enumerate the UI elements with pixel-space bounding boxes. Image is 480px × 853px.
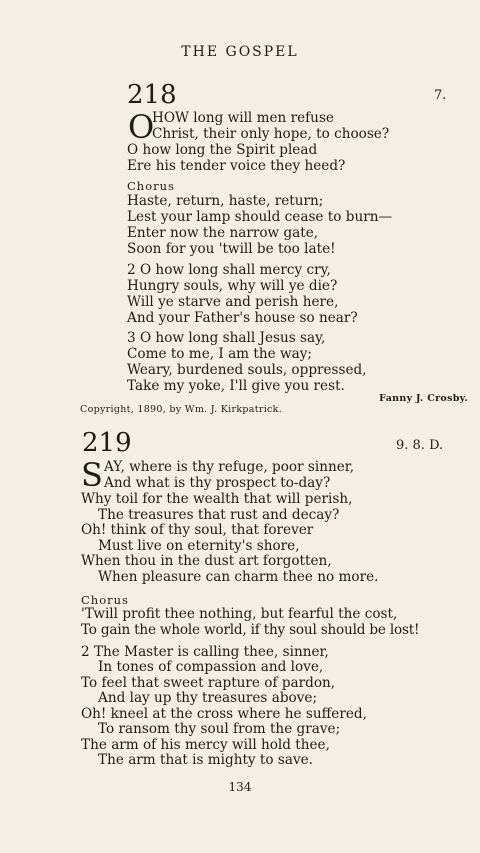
drop-cap: S	[81, 456, 103, 494]
hymn-number: 219	[82, 428, 132, 458]
verse-line: Hungry souls, why will ye die?	[127, 278, 338, 294]
verse-line: Oh! think of thy soul, that forever	[81, 522, 314, 538]
verse-line: To ransom thy soul from the grave;	[98, 721, 341, 737]
running-head: THE GOSPEL	[181, 44, 299, 60]
verse-line: When pleasure can charm thee no more.	[98, 569, 379, 585]
verse-line: Why toil for the wealth that will perish,	[81, 491, 353, 507]
chorus-line: Enter now the narrow gate,	[127, 225, 319, 241]
verse-line: Take my yoke, I'll give you rest.	[127, 378, 345, 394]
verse-line: Christ, their only hope, to choose?	[152, 126, 390, 142]
verse-line: Weary, burdened souls, oppressed,	[127, 362, 367, 378]
verse-line: 3 O how long shall Jesus say,	[127, 330, 326, 346]
verse-line: Ere his tender voice they heed?	[127, 158, 346, 174]
verse-line: 2 The Master is calling thee, sinner,	[81, 644, 329, 660]
verse-line: O how long the Spirit plead	[127, 142, 318, 158]
verse-line: The arm of his mercy will hold thee,	[81, 737, 330, 753]
verse-line: To feel that sweet rapture of pardon,	[81, 675, 336, 691]
chorus-label: Chorus	[127, 179, 175, 193]
verse-line: The arm that is mighty to save.	[98, 752, 314, 768]
verse-line: And what is thy prospect to-day?	[104, 475, 331, 491]
drop-cap: O	[128, 108, 155, 146]
hymn-number: 218	[127, 80, 177, 110]
chorus-line: Haste, return, haste, return;	[127, 193, 324, 209]
verse-line: The treasures that rust and decay?	[98, 507, 340, 523]
chorus-line: Soon for you 'twill be too late!	[127, 241, 336, 257]
chorus-line: 'Twill profit thee nothing, but fearful the cost,	[81, 606, 398, 622]
verse-line: Will ye starve and perish here,	[127, 294, 339, 310]
chorus-line: To gain the whole world, if thy soul should be lost!	[81, 622, 420, 638]
verse-line: In tones of compassion and love,	[98, 659, 324, 675]
copyright-notice: Copyright, 1890, by Wm. J. Kirkpatrick.	[80, 404, 283, 415]
chorus-line: Lest your lamp should cease to burn—	[127, 209, 393, 225]
verse-line: Oh! kneel at the cross where he suffered,	[81, 706, 367, 722]
hymn-meter: 9. 8. D.	[396, 438, 444, 453]
verse-line: And lay up thy treasures above;	[98, 690, 318, 706]
verse-line: When thou in the dust art forgotten,	[81, 553, 332, 569]
verse-line: Must live on eternity's shore,	[98, 538, 300, 554]
chorus-label: Chorus	[81, 593, 129, 607]
page-number: 134	[228, 780, 252, 794]
verse-line: AY, where is thy refuge, poor sinner,	[104, 459, 355, 475]
verse-line: 2 O how long shall mercy cry,	[127, 262, 331, 278]
verse-line: HOW long will men refuse	[152, 110, 334, 126]
verse-line: And your Father's house so near?	[127, 310, 358, 326]
hymn-meter: 7.	[434, 88, 447, 103]
author-credit: Fanny J. Crosby.	[379, 393, 468, 404]
verse-line: Come to me, I am the way;	[127, 346, 312, 362]
